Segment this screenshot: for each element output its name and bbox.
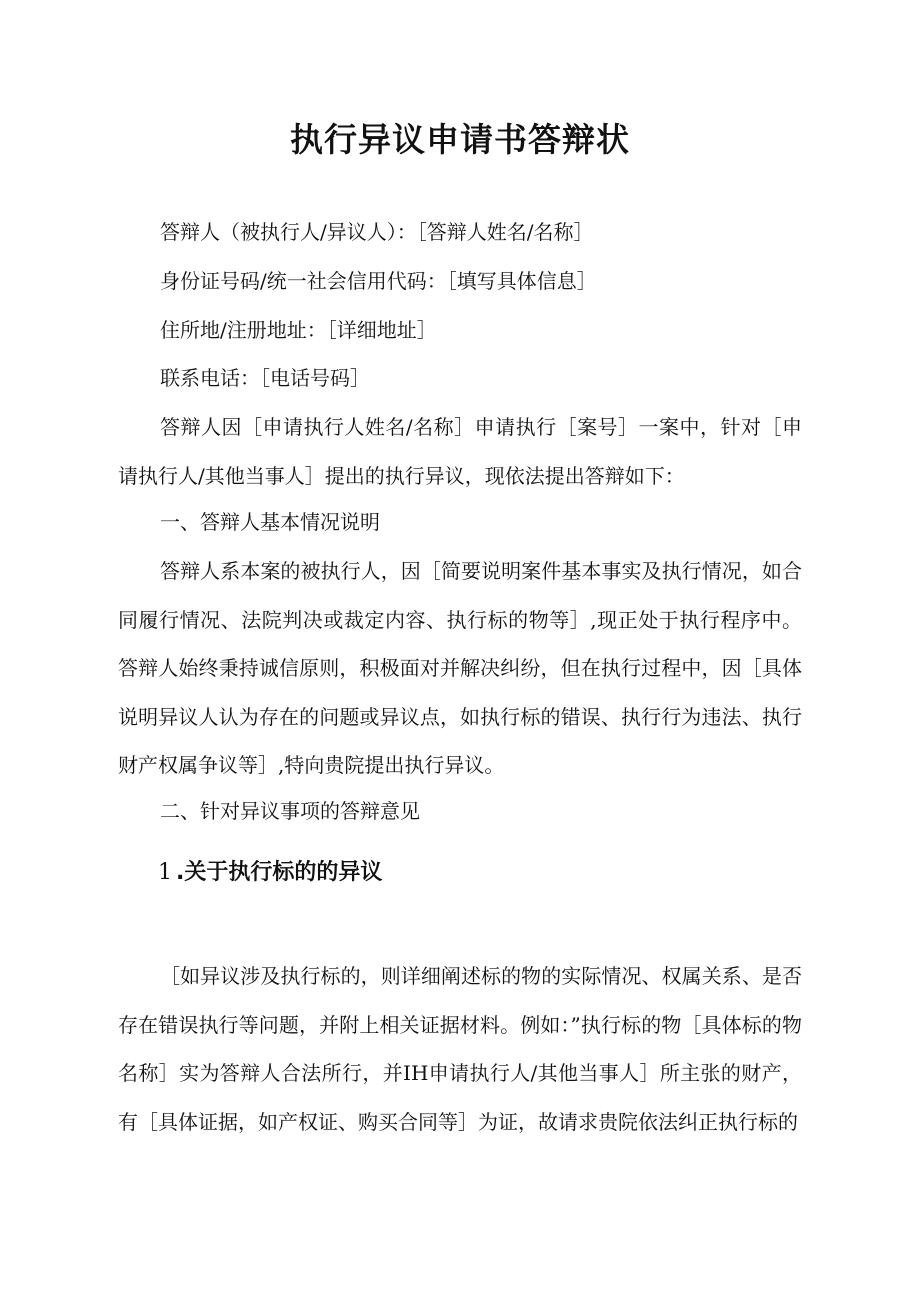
respondent-name-line: 答辩人（被执行人/异议人）：［答辩人姓名/名称］	[160, 220, 594, 244]
id-number-line: 身份证号码/统一社会信用代码：［填写具体信息］	[160, 269, 597, 293]
intro-paragraph: 答辩人因［申请执行人姓名/名称］申请执行［案号］一案中，针对［申请执行人/其他当事人］提出的执行异议，现依法提出答辩如下：	[118, 415, 802, 488]
section2-heading: 二、针对异议事项的答辩意见	[160, 799, 420, 823]
subsection1-heading-row	[158, 858, 382, 888]
subsection1-paragraph: ［如异议涉及执行标的，则详细阐述标的物的实际情况、权属关系、是否存在错误执行等问题，并附上相关证据材料。例如：”执行标的物［具体标的物名称］实为答辩人合法所行，并IH申请执行人/其他当事人］所主张的财产，有［具体证据，如产权证、购买合同等］为证，故请求贵院依法纠正执行标的	[118, 964, 802, 1134]
document-title: 执行异议申请书答辩状	[290, 120, 630, 159]
section1-heading: 一、答辩人基本情况说明	[160, 510, 380, 534]
subsection1-heading: .关于执行标的的异议	[176, 860, 383, 885]
phone-line: 联系电话：［电话号码］	[160, 366, 370, 390]
subsection1-number: 1	[158, 860, 172, 885]
section1-paragraph: 答辩人系本案的被执行人，因［简要说明案件基本事实及执行情况，如合同履行情况、法院判决或裁定内容、执行标的物等］,现正处于执行程序中。答辩人始终秉持诚信原则，积极面对并解决纠纷，但在执行过程中，因［具体说明异议人认为存在的问题或异议点，如执行标的错误、执行行为违法、执行财产权属争议等］,特向贵院提出执行异议。	[118, 559, 802, 777]
address-line: 住所地/注册地址：［详细地址］	[160, 318, 437, 342]
